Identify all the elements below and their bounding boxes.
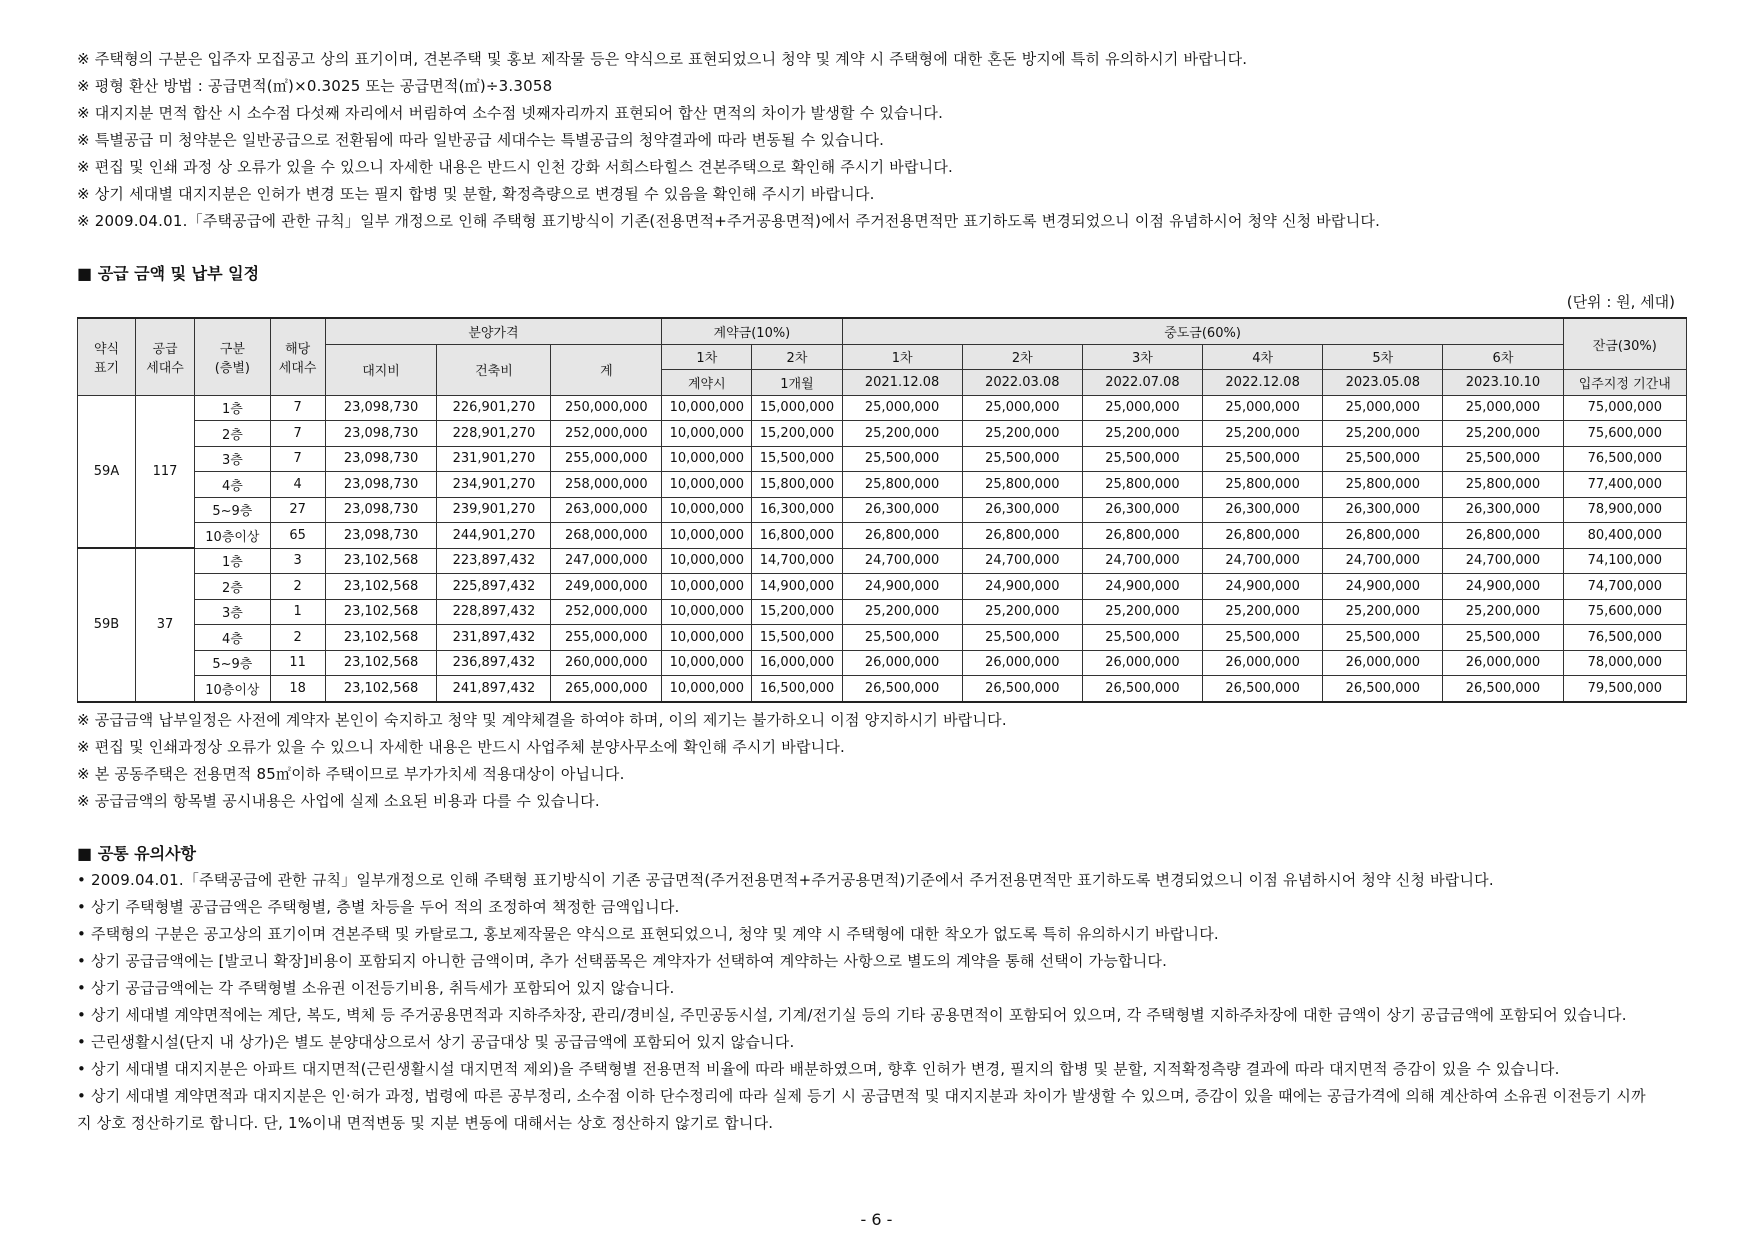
cell-balance: 78,000,000 (1563, 650, 1686, 676)
cell-build-cost: 223,897,432 (437, 548, 551, 574)
bullet-item: • 상기 세대별 계약면적과 대지지분은 인·허가 과정, 법령에 따른 공부정리, 소수점 이하 단수정리에 따라 실제 등기 시 공급면적 및 대지지분과 차이가 발생할 수 있으며, 증감이 있을 때에는 공급가격에 의해 계산하여 소유권 이전등기 시까지 상호 정산하기로 합니다. 단, 1%이내 면적변동 및 지분 변동에 대해서는 상호 정산하지 않기로 합니다. (77, 1086, 1646, 1132)
cell-unit-count: 7 (270, 395, 325, 421)
cell-middle-6: 25,000,000 (1443, 395, 1563, 421)
note-line: ※ 특별공급 미 청약분은 일반공급으로 전환됨에 따라 일반공급 세대수는 특별공급의 청약결과에 따라 변동될 수 있습니다. (77, 131, 885, 149)
document-page (77, 46, 1687, 1137)
cell-middle-5: 26,000,000 (1323, 650, 1443, 676)
cell-contract-1: 10,000,000 (662, 523, 752, 549)
note-line: ※ 본 공동주택은 전용면적 85㎡이하 주택이므로 부가가치세 적용대상이 아닙니다. (77, 764, 625, 783)
cell-balance: 74,100,000 (1563, 548, 1686, 574)
cell-contract-1: 10,000,000 (662, 446, 752, 472)
cell-middle-4: 25,200,000 (1203, 599, 1323, 625)
cell-floor: 10층이상 (195, 676, 271, 702)
cell-contract-1: 10,000,000 (662, 574, 752, 600)
cell-middle-6: 24,700,000 (1443, 548, 1563, 574)
cell-middle-1: 25,500,000 (842, 446, 962, 472)
cell-land-cost: 23,098,730 (325, 421, 437, 447)
header-text: (층별) (214, 360, 250, 376)
cell-middle-4: 24,900,000 (1203, 574, 1323, 600)
note-line: ※ 대지지분 면적 합산 시 소수점 다섯째 자리에서 버림하여 소수점 넷째자리까지 표현되어 합산 면적의 차이가 발생할 수 있습니다. (77, 104, 944, 122)
cell-middle-2: 26,500,000 (962, 676, 1082, 702)
cell-build-cost: 228,901,270 (437, 421, 551, 447)
note-line: ※ 평형 환산 방법 : 공급면적(㎡)×0.3025 또는 공급면적(㎡)÷3.3058 (77, 77, 553, 95)
cell-middle-5: 24,900,000 (1323, 574, 1443, 600)
cell-type: 59A (78, 395, 136, 548)
cell-contract-1: 10,000,000 (662, 676, 752, 702)
cell-land-cost: 23,102,568 (325, 676, 437, 702)
cell-middle-4: 25,200,000 (1203, 421, 1323, 447)
header-middle-5-date: 2023.05.08 (1323, 370, 1443, 396)
cell-contract-1: 10,000,000 (662, 650, 752, 676)
header-type (78, 318, 136, 395)
cell-total: 258,000,000 (551, 472, 662, 498)
cell-land-cost: 23,098,730 (325, 446, 437, 472)
cell-middle-2: 25,800,000 (962, 472, 1082, 498)
cell-middle-1: 25,000,000 (842, 395, 962, 421)
cell-middle-5: 26,300,000 (1323, 497, 1443, 523)
cell-type: 59B (78, 548, 136, 702)
cell-middle-4: 25,800,000 (1203, 472, 1323, 498)
cell-build-cost: 239,901,270 (437, 497, 551, 523)
note-line: ※ 공급금액의 항목별 공시내용은 사업에 실제 소요된 비용과 다를 수 있습니다. (77, 791, 600, 810)
cell-build-cost: 226,901,270 (437, 395, 551, 421)
cell-contract-2: 15,500,000 (752, 625, 842, 651)
cell-middle-3: 26,800,000 (1082, 523, 1202, 549)
cell-build-cost: 236,897,432 (437, 650, 551, 676)
table-row (78, 650, 1687, 676)
header-text: 구분 (219, 341, 245, 357)
header-sale-price: 분양가격 (325, 318, 662, 344)
header-total: 계 (551, 344, 662, 395)
cell-balance: 74,700,000 (1563, 574, 1686, 600)
header-balance-when: 입주지정 기간내 (1563, 370, 1686, 396)
header-middle-2: 2차 (962, 344, 1082, 370)
bullet-item: • 2009.04.01.「주택공급에 관한 규칙」일부개정으로 인해 주택형 표기방식이 기존 공급면적(주거전용면적+주거공용면적)기준에서 주거전용면적만 표기하도록 변경되었으니 이점 유념하시어 청약 신청 바랍니다. (77, 870, 1494, 889)
note-line: ※ 편집 및 인쇄과정상 오류가 있을 수 있으니 자세한 내용은 반드시 사업주체 분양사무소에 확인해 주시기 바랍니다. (77, 737, 846, 756)
cell-middle-6: 26,500,000 (1443, 676, 1563, 702)
cell-build-cost: 231,901,270 (437, 446, 551, 472)
header-division (195, 318, 271, 395)
cell-floor: 2층 (195, 421, 271, 447)
cell-total: 247,000,000 (551, 548, 662, 574)
table-row (78, 548, 1687, 574)
cell-middle-5: 26,800,000 (1323, 523, 1443, 549)
cell-middle-5: 26,500,000 (1323, 676, 1443, 702)
cell-contract-1: 10,000,000 (662, 472, 752, 498)
common-notes (77, 867, 1687, 1137)
header-contract-2-when: 1개월 (752, 370, 842, 396)
cell-total: 255,000,000 (551, 446, 662, 472)
cell-contract-2: 14,900,000 (752, 574, 842, 600)
header-middle-payment: 중도금(60%) (842, 318, 1563, 344)
cell-middle-1: 25,200,000 (842, 599, 962, 625)
header-contract-1: 1차 (662, 344, 752, 370)
cell-land-cost: 23,098,730 (325, 523, 437, 549)
header-middle-6: 6차 (1443, 344, 1563, 370)
cell-middle-3: 25,500,000 (1082, 446, 1202, 472)
unit-label: (단위 : 원, 세대) (1566, 293, 1675, 311)
cell-unit-count: 4 (270, 472, 325, 498)
cell-unit-count: 65 (270, 523, 325, 549)
cell-total: 268,000,000 (551, 523, 662, 549)
cell-contract-1: 10,000,000 (662, 625, 752, 651)
cell-middle-2: 26,000,000 (962, 650, 1082, 676)
cell-balance: 76,500,000 (1563, 625, 1686, 651)
section-title-common-notes: ■ 공통 유의사항 (77, 843, 196, 863)
cell-middle-2: 25,200,000 (962, 421, 1082, 447)
header-text: 세대수 (278, 360, 317, 376)
cell-middle-1: 25,200,000 (842, 421, 962, 447)
cell-build-cost: 234,901,270 (437, 472, 551, 498)
cell-land-cost: 23,098,730 (325, 395, 437, 421)
cell-middle-5: 25,200,000 (1323, 599, 1443, 625)
cell-middle-3: 26,300,000 (1082, 497, 1202, 523)
cell-total: 249,000,000 (551, 574, 662, 600)
cell-middle-5: 25,800,000 (1323, 472, 1443, 498)
cell-floor: 4층 (195, 625, 271, 651)
header-middle-5: 5차 (1323, 344, 1443, 370)
supply-price-table (77, 317, 1687, 703)
header-middle-1: 1차 (842, 344, 962, 370)
table-row (78, 446, 1687, 472)
header-text: 해당 (285, 341, 311, 357)
cell-unit-count: 7 (270, 421, 325, 447)
cell-middle-4: 26,000,000 (1203, 650, 1323, 676)
cell-floor: 3층 (195, 599, 271, 625)
top-notes (77, 46, 1687, 235)
cell-middle-6: 25,200,000 (1443, 599, 1563, 625)
header-middle-6-date: 2023.10.10 (1443, 370, 1563, 396)
header-unit-count (270, 318, 325, 395)
table-row (78, 395, 1687, 421)
cell-contract-2: 15,500,000 (752, 446, 842, 472)
cell-land-cost: 23,098,730 (325, 497, 437, 523)
cell-balance: 76,500,000 (1563, 446, 1686, 472)
cell-floor: 1층 (195, 548, 271, 574)
cell-middle-4: 26,500,000 (1203, 676, 1323, 702)
bullet-item: • 상기 세대별 대지지분은 아파트 대지면적(근린생활시설 대지면적 제외)을 주택형별 전용면적 비율에 따라 배분하였으며, 향후 인허가 변경, 필지의 합병 및 분할, 지적확정측량 결과에 따라 대지면적 증감이 있을 수 있습니다. (77, 1059, 1560, 1078)
cell-middle-2: 25,200,000 (962, 599, 1082, 625)
cell-middle-5: 25,200,000 (1323, 421, 1443, 447)
cell-floor: 4층 (195, 472, 271, 498)
cell-contract-2: 15,200,000 (752, 421, 842, 447)
cell-supply-count: 117 (136, 395, 195, 548)
cell-floor: 10층이상 (195, 523, 271, 549)
cell-middle-6: 26,800,000 (1443, 523, 1563, 549)
header-text: 세대수 (146, 360, 184, 376)
table-row (78, 625, 1687, 651)
cell-land-cost: 23,102,568 (325, 625, 437, 651)
cell-unit-count: 18 (270, 676, 325, 702)
cell-contract-1: 10,000,000 (662, 395, 752, 421)
cell-middle-1: 26,800,000 (842, 523, 962, 549)
cell-middle-2: 26,300,000 (962, 497, 1082, 523)
cell-land-cost: 23,102,568 (325, 548, 437, 574)
table-row (78, 497, 1687, 523)
cell-balance: 75,000,000 (1563, 395, 1686, 421)
cell-unit-count: 11 (270, 650, 325, 676)
cell-total: 263,000,000 (551, 497, 662, 523)
cell-middle-2: 25,500,000 (962, 446, 1082, 472)
cell-balance: 79,500,000 (1563, 676, 1686, 702)
cell-total: 250,000,000 (551, 395, 662, 421)
note-line: ※ 상기 세대별 대지지분은 인허가 변경 또는 필지 합병 및 분할, 확정측량으로 변경될 수 있음을 확인해 주시기 바랍니다. (77, 185, 875, 203)
cell-middle-2: 25,500,000 (962, 625, 1082, 651)
header-middle-4: 4차 (1203, 344, 1323, 370)
header-middle-1-date: 2021.12.08 (842, 370, 962, 396)
cell-contract-1: 10,000,000 (662, 548, 752, 574)
header-land-cost: 대지비 (325, 344, 437, 395)
cell-unit-count: 2 (270, 574, 325, 600)
header-supply-count (136, 318, 195, 395)
cell-middle-1: 25,500,000 (842, 625, 962, 651)
cell-build-cost: 241,897,432 (437, 676, 551, 702)
cell-build-cost: 228,897,432 (437, 599, 551, 625)
cell-middle-4: 24,700,000 (1203, 548, 1323, 574)
cell-build-cost: 231,897,432 (437, 625, 551, 651)
cell-middle-6: 25,500,000 (1443, 625, 1563, 651)
cell-land-cost: 23,102,568 (325, 599, 437, 625)
header-text: 표기 (93, 360, 120, 376)
cell-contract-2: 15,200,000 (752, 599, 842, 625)
cell-floor: 5~9층 (195, 497, 271, 523)
cell-contract-2: 16,000,000 (752, 650, 842, 676)
cell-total: 252,000,000 (551, 421, 662, 447)
cell-floor: 3층 (195, 446, 271, 472)
header-middle-3: 3차 (1082, 344, 1202, 370)
cell-contract-2: 16,300,000 (752, 497, 842, 523)
cell-unit-count: 3 (270, 548, 325, 574)
cell-total: 260,000,000 (551, 650, 662, 676)
cell-total: 252,000,000 (551, 599, 662, 625)
header-text: 공급 (152, 341, 178, 357)
cell-contract-2: 15,800,000 (752, 472, 842, 498)
price-table-body (78, 395, 1687, 702)
cell-unit-count: 7 (270, 446, 325, 472)
table-notes (77, 707, 1687, 815)
cell-total: 265,000,000 (551, 676, 662, 702)
cell-middle-4: 26,800,000 (1203, 523, 1323, 549)
section-title-supply-price: ■ 공급 금액 및 납부 일정 (77, 264, 260, 283)
cell-balance: 77,400,000 (1563, 472, 1686, 498)
cell-floor: 5~9층 (195, 650, 271, 676)
cell-middle-3: 25,500,000 (1082, 625, 1202, 651)
cell-middle-6: 25,200,000 (1443, 421, 1563, 447)
bullet-item: • 상기 공급금액에는 각 주택형별 소유권 이전등기비용, 취득세가 포함되어 있지 않습니다. (77, 978, 675, 997)
cell-middle-3: 25,200,000 (1082, 421, 1202, 447)
cell-contract-2: 15,000,000 (752, 395, 842, 421)
bullet-item: • 상기 주택형별 공급금액은 주택형별, 층별 차등을 두어 적의 조정하여 책정한 금액입니다. (77, 897, 680, 916)
bullet-item: • 상기 세대별 계약면적에는 계단, 복도, 벽체 등 주거공용면적과 지하주차장, 관리/경비실, 주민공동시설, 기계/전기실 등의 기타 공용면적이 포함되어 있으며, 각 주택형별 지하주차장에 대한 금액이 상기 공급금액에 포함되어 있습니다. (77, 1005, 1627, 1024)
cell-middle-2: 25,000,000 (962, 395, 1082, 421)
cell-land-cost: 23,102,568 (325, 574, 437, 600)
header-build-cost: 건축비 (437, 344, 551, 395)
header-middle-2-date: 2022.03.08 (962, 370, 1082, 396)
cell-middle-4: 25,500,000 (1203, 446, 1323, 472)
cell-build-cost: 244,901,270 (437, 523, 551, 549)
cell-contract-2: 14,700,000 (752, 548, 842, 574)
cell-middle-5: 25,500,000 (1323, 625, 1443, 651)
header-contract: 계약금(10%) (662, 318, 842, 344)
table-row (78, 599, 1687, 625)
note-line: ※ 편집 및 인쇄 과정 상 오류가 있을 수 있으니 자세한 내용은 반드시 인천 강화 서희스타힐스 견본주택으로 확인해 주시기 바랍니다. (77, 158, 954, 176)
cell-land-cost: 23,098,730 (325, 472, 437, 498)
table-row (78, 574, 1687, 600)
cell-unit-count: 1 (270, 599, 325, 625)
cell-middle-4: 25,000,000 (1203, 395, 1323, 421)
cell-middle-3: 26,500,000 (1082, 676, 1202, 702)
cell-middle-6: 25,800,000 (1443, 472, 1563, 498)
cell-contract-1: 10,000,000 (662, 599, 752, 625)
cell-middle-5: 25,500,000 (1323, 446, 1443, 472)
cell-middle-1: 26,500,000 (842, 676, 962, 702)
cell-middle-4: 26,300,000 (1203, 497, 1323, 523)
cell-middle-6: 25,500,000 (1443, 446, 1563, 472)
page-number: - 6 - (860, 1210, 893, 1229)
note-line: ※ 주택형의 구분은 입주자 모집공고 상의 표기이며, 견본주택 및 홍보 제작물 등은 약식으로 표현되었으니 청약 및 계약 시 주택형에 대한 혼돈 방지에 특히 유의하시기 바랍니다. (77, 50, 1248, 68)
header-contract-1-when: 계약시 (662, 370, 752, 396)
cell-middle-1: 26,300,000 (842, 497, 962, 523)
cell-contract-2: 16,800,000 (752, 523, 842, 549)
bullet-item: • 상기 공급금액에는 [발코니 확장]비용이 포함되지 아니한 금액이며, 추가 선택품목은 계약자가 선택하여 계약하는 사항으로 별도의 계약을 통해 선택이 가능합니다. (77, 951, 1168, 970)
cell-contract-1: 10,000,000 (662, 421, 752, 447)
bullet-item: • 주택형의 구분은 공고상의 표기이며 견본주택 및 카탈로그, 홍보제작물은 약식으로 표현되었으니, 청약 및 계약 시 주택형에 대한 착오가 없도록 특히 유의하시기 바랍니다. (77, 924, 1219, 943)
cell-balance: 75,600,000 (1563, 599, 1686, 625)
cell-middle-3: 25,200,000 (1082, 599, 1202, 625)
cell-contract-1: 10,000,000 (662, 497, 752, 523)
table-row (78, 472, 1687, 498)
cell-middle-3: 25,800,000 (1082, 472, 1202, 498)
cell-middle-1: 24,900,000 (842, 574, 962, 600)
cell-middle-3: 24,900,000 (1082, 574, 1202, 600)
cell-middle-2: 24,900,000 (962, 574, 1082, 600)
header-middle-4-date: 2022.12.08 (1203, 370, 1323, 396)
cell-middle-1: 26,000,000 (842, 650, 962, 676)
cell-unit-count: 27 (270, 497, 325, 523)
table-row (78, 676, 1687, 702)
bullet-item: • 근린생활시설(단지 내 상가)은 별도 분양대상으로서 상기 공급대상 및 공급금액에 포함되어 있지 않습니다. (77, 1032, 795, 1051)
cell-balance: 78,900,000 (1563, 497, 1686, 523)
cell-balance: 75,600,000 (1563, 421, 1686, 447)
header-contract-2: 2차 (752, 344, 842, 370)
cell-middle-4: 25,500,000 (1203, 625, 1323, 651)
cell-middle-6: 24,900,000 (1443, 574, 1563, 600)
cell-middle-3: 24,700,000 (1082, 548, 1202, 574)
cell-unit-count: 2 (270, 625, 325, 651)
cell-floor: 2층 (195, 574, 271, 600)
header-middle-3-date: 2022.07.08 (1082, 370, 1202, 396)
cell-middle-2: 26,800,000 (962, 523, 1082, 549)
cell-build-cost: 225,897,432 (437, 574, 551, 600)
cell-middle-1: 25,800,000 (842, 472, 962, 498)
cell-middle-5: 25,000,000 (1323, 395, 1443, 421)
cell-total: 255,000,000 (551, 625, 662, 651)
table-row (78, 421, 1687, 447)
cell-supply-count: 37 (136, 548, 195, 702)
cell-middle-3: 26,000,000 (1082, 650, 1202, 676)
table-row (78, 523, 1687, 549)
cell-balance: 80,400,000 (1563, 523, 1686, 549)
cell-middle-5: 24,700,000 (1323, 548, 1443, 574)
cell-contract-2: 16,500,000 (752, 676, 842, 702)
note-line: ※ 공급금액 납부일정은 사전에 계약자 본인이 숙지하고 청약 및 계약체결을 하여야 하며, 이의 제기는 불가하오니 이점 양지하시기 바랍니다. (77, 710, 1007, 729)
cell-middle-3: 25,000,000 (1082, 395, 1202, 421)
header-balance: 잔금(30%) (1563, 318, 1686, 370)
cell-land-cost: 23,102,568 (325, 650, 437, 676)
cell-middle-6: 26,300,000 (1443, 497, 1563, 523)
header-text: 약식 (93, 341, 120, 357)
cell-middle-1: 24,700,000 (842, 548, 962, 574)
cell-middle-2: 24,700,000 (962, 548, 1082, 574)
note-line: ※ 2009.04.01.「주택공급에 관한 규칙」일부 개정으로 인해 주택형 표기방식이 기존(전용면적+주거공용면적)에서 주거전용면적만 표기하도록 변경되었으니 이점 유념하시어 청약 신청 바랍니다. (77, 212, 1381, 230)
cell-floor: 1층 (195, 395, 271, 421)
cell-middle-6: 26,000,000 (1443, 650, 1563, 676)
